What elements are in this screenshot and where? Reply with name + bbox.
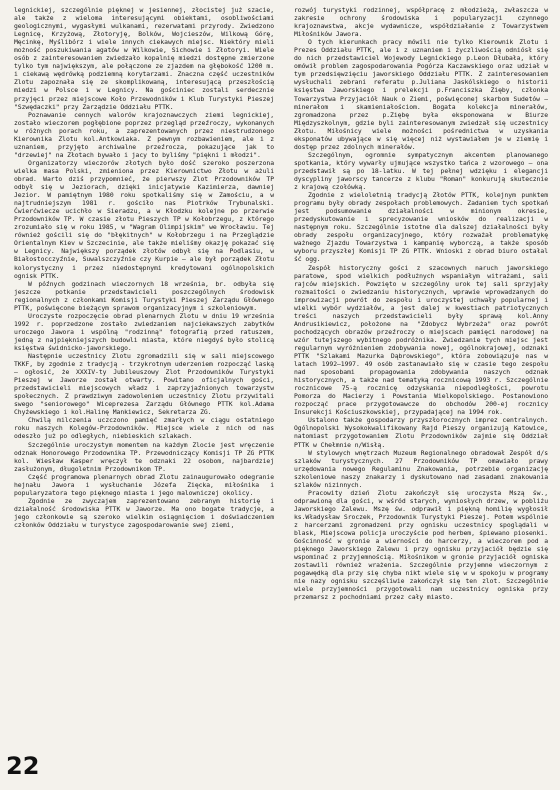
paragraph: Zgodnie ze zwyczajem zaprezentowano zebranym historię i działalność środowiska PTTK w Jaworze. Ma ono bogate tradycje, a jego członkowie są szeroko wielkim osiągnięciom i doświadczeniem członków Oddziału w turystyce zagospodarowanie swej ziemi,: [14, 496, 274, 529]
paragraph: rozwój turystyki rodzinnej, współpracę z młodzieżą, zwłaszcza w zakresie ochrony środowiska i popularyzacji czynnego krajoznawstwa, akcje wydawnicze, współdziałanie z Towarzystwem Miłośników Jawora.: [294, 6, 548, 39]
paragraph: Pracowity dzień Zlotu zakończył się uroczysta Mszą św., odprawioną dla gości, w wśród starych, wyniosłych drzew, w pobliżu Jaworskiego Zalewu. Mszę św. odprawił i piękną homilię wygłosił ks.Władysław Sroczek, Przodownik Turystyki Pieszej. Potem wspólnie z harcerzami zgromadzeni przy ognisku uczestnicy spoglądali w blask, Miejscowa policja uroczyście pod herbem, śpiewano piosenki. Gościnność w gronie a wierności do harcerzy, a wieczorem pod a pięknego Jaworskiego Zalewu i przy ognisku przyjaciół będzie się wspominać z przyjemnością. Miłośnikom w gronie przyjaciół ogniska zostawili również wrażenia. Szczególnie przyjemne wieczornym z pogawędką dla przy się chyba nikt wiele się w w spokoju w programy nie nazy ognisku szczęśliwie zakończył się ten zlot. Szczególnie wiele przyjemności przygotowali nam uczestnicy ogniska przy przemarsz z pochodniami przez cały miasto.: [294, 488, 548, 602]
paragraph: O tych kierunkach pracy mówili nie tylko Kierownik Zlotu i Prezes Oddziału PTTK, ale i z uznaniem i życzliwością odniósł się do nich przedstawiciel Wojewody Legnickiego p.Leon Dłubała, który omówił problem zagospodarowania Pogórza Kaczawskiego oraz udział w tym przedsięwzięciu jaworskiego Oddziału PTTK. Z zainteresowaniem wysłuchali zebrani referatu p.Juliana Jaskólskiego o historii księstwa Jaworskiego i prelekcji p.Franciszka Zięby, członka Towarzystwa Przyjaciół Nauk o Ziemi, poświęconej skarbom Sudetów – minerałom i skamieniałościom. Bogata kolekcja minerałów, zgromadzona przez p.Ziębę była eksponowana w Biurze Międzyszkolnym, gdzie byli zainteresowanym zwiedzał się uczestnicy Złotu. Miłośnicy wiele możności pośrednictwa w uzyskania eksponatów ubywające w się więcej niż wystawiałem je w ziemię i dostęp przez zdolnych minerałów.: [294, 38, 548, 151]
paragraph: Poznawanie cennych walorów krajoznawczych ziemi legnickiej, zostało wieczorem pogłębione poprzez przegląd przeźroczy, wykonanych w różnych porach roku, a zaprezentowanych przez niestrudzonego Kierownika Zlotu kol.Antkowiaka. Z pewnym rozbawieniem, ale i z uznaniem, przyjęto archiwalne przeźrocza, pokazujące jak to "drzewiej" na Złotach bywało i jacy to byliśmy "piękni i młodzi".: [14, 110, 274, 159]
right-text-column: [294, 6, 548, 782]
paragraph: Następnie uczestnicy Zlotu zgromadzili się w sali miejscowego TKKF, by zgodnie z tradycją - trzykrotnym uderzeniem rozpocząć laską – ogłosić, że XXXIV-ty Jubileuszowy Zlot Przodowników Turystyki Pieszej w Jaworze został otwarty. Powitano oficjalnych gości, przedstawicieli miejscowych władz i zaprzyjaźnionych towarzystw społecznych. Z prawdziwym zadowoleniem uczestnicy Zlotu przywitali swego "seniorowego" Wiceprezesa Zarządu Głównego PTTK kol.Adama Chyżewskiego i kol.Halinę Mankiewicz, Sekretarza ZG.: [14, 352, 274, 417]
left-text-column: [14, 6, 274, 748]
paragraph: Część programowa plenarnych obrad Zlotu zainaugurowało odegranie hejnału Jawora i wysłuchanie Józefa Zięcka, miłośnika i popularyzatora tego pięknego miasta i jego malowniczej okolicy.: [14, 472, 274, 497]
paragraph: W stylowych wnętrzach Muzeum Regionalnego obradował Zespół d/s szlaków turystycznych. 27 Przodowników TP omawiało prawy urzędowania nowego Regulaminu Znakowania, potrzebie organizację szkoleniowe naszy znakarzy i dyskutowano nad zasadami znakowania szlaków nizinnych.: [294, 448, 548, 489]
paragraph: legnickiej, szczególnie pięknej w jesiennej, złocistej już szacie, ale także z wieloma interesującymi obiektami, osobliwościami geologicznymi, wygasłymi wulkanami, rezerwatami przyrody. Zwiedzono Legnicę, Krzyżową, Złotoryję, Bolków, Wojcieszów, Wilkową Górę, Męcinkę, Myślibórz i wiele innych ciekawych miejsc. Niektóry mieli możność poszukiwania agatów w Wilkowie, Sichowie i Złotoryi. Wiele osób z zainteresowaniem zwiedzało kopalnię miedzi dostępne zmierzone tylko tym największym, ale połączone ze zjazdem na głębokość 1200 m. i ciekawą wędrówką podziemną korytarzami. Znaczna część uczestników Zlotu zapoznała się ze skomplikowaną, interesującą przeszłością miedzi w Polsce i w Legnicy. Na gościniec zostali serdecznie przyjęci przez miejscowe Koło Przewodników i Klub Turystyki Pieszej "Szwędaczki" przy Zarządzie Oddziału PTTK.: [14, 6, 274, 111]
paragraph: Organizatorzy wieczorów złotych było dość szeroko poszerzona wielka masa Polski, zmieniona przez Kierownictwo Złotu w ażuli obrad. Warto dziś przypomnieć, że pierwszy Zlot Przodowników TP odbył się w Jeziorach, dzięki inicjatywie Kazimierza, dawniej Jezior. W pamiętnym 1980 roku spotkaliśmy się w Zamościu, a w najtrudniejszym 1981 r. gościło nas Piotrków Trybunalski. Ćwierćwiecze ucichło w Sieradzu, a w Kłodzku kolejne po przerwie Przodowników TP. W czasie złotu Pieszych TP w Kołobrzegu, z którego zrozumiało się w roku 1985, w "Wagram Olimpijskim" we Wrocławiu. Tej również gościli się do "błękitnych" w Kołobrzegu i na Przeglądzie Orientalnym Kiev w Szczecinie, ale także mieliśmy okazję pokazać się w Legnicy. Największy porządek złotów odbył się na Podlasiu, w Białostocczyźnie, Suwalszczyźnie czy Kurpie – ale był porządek Złotu kolorystyczny i przez niedostępnymi kredytowani ogólnopolskich ognisk PTTK.: [14, 158, 274, 280]
paragraph: W późnych godzinach wieczornych 18 września, br. odbyła się jeszcze potkanie przedstawicieli poszczególnych środowisk regionalnych z członkami Komisji Turystyki Pieszej Zarządu Głównego PTTK, poświęcone bieżącym sprawom organizacyjnym i szkoleniowym.: [14, 279, 274, 312]
page-number: 22: [6, 752, 40, 780]
paragraph: Zespół historyczny gości z szacownych naruch jaworskiego paratowe, spod wielkich podłużnych wspaniałym witrażami, sali rajców miejskich. Powzięto w szczególny urok tej sali sprzyjały rozmaitości o zwiedzaniu historycznych, wprawie wprowadzanych do improwizacji powrót do zespołu i uroczystej uchwały popularnej i wielki wybór wydziałów, a jest dalej w kwestiach patriotycznych treści naszych przedstawicieli były sprawą kol.Anny Andrusikiewicz, położone na "Zdobycz Wybrzeża" oraz powrót pochodzących obrazów przeźroczy o miejscach pamięci narodowej na wzór tutejszego wybitnego podróżnika. Zwiedzanie tych miejsc jest regularnym wyróżnieniem zdobywania nowej, ogólnokrajowej, odznaki PTTK "Szlakami Mazurka Dąbrowskiego", która zobowiązuje nas w latach 1992–1997. 49 osób zastanawiało się w czasie tego zespołu nad sposobami propagowania zdobywania naszych odznak historycznych, a także nad tematyką rocznicową 1993 r. Szczególnie rocznicowe 75-ą rocznicę odzyskania niepodległości, powrotu Pomorza do Macierzy i Powstania Wielkopolskiego. Postanowiono rozpocząć prace przygotowawcze do obchodów 200-ej rocznicy Insurekcji Kościuszkowskiej, przypadającej na 1994 rok.: [294, 263, 548, 417]
paragraph: Ustalono także gospodarzy przyszłorocznych imprez centralnych. Ogólnopolski Wysokokwalifikowany Rajd Pieszy organizują Katowice, natomiast przygotowaniem Zlotu Przodowników zajmie się Oddział PTTK w Chełmnie n/Wisłą.: [294, 416, 548, 449]
paragraph: Szczególnym, ogromnie sympatycznym akcentem planowanego spotkania, który wywarły ujmujące wszystko tańca z wzorowego – ona przedstawił są po 18-latku. W tej pełnej wdzięku i elegancji dyscypliny jaworscy tancerze z klubu "Roman" konkurują skutecznie z krajową czołówką.: [294, 150, 548, 192]
paragraph: Szczególnie uroczystym momentem na każdym Zlocie jest wręczenie odznak Honorowego Przodownika TP. Przewodniczący Komisji TP ZG PTTK kol. Wiesław Kasper wręczył te odznaki 22 osobom, najbardziej zasłużonym, długoletnim Przodownikom TP.: [14, 440, 274, 473]
paragraph: Chwilą milczenia uczczono pamięć zmarłych w ciągu ostatniego roku naszych Kolegów-Przodowników. Miejsce wiele z nich od nas odeszło już po odległych, niebieskich szlakach.: [14, 416, 274, 441]
paragraph: Uroczyste rozpoczęcie obrad plenarnych Zlotu w dniu 19 września 1992 r. poprzedzone zostało zwiedzaniem najciekawszych zabytków uroczego Jawora i wspólną "rodzinną" fotografią przed ratuszem, jedną z najpiękniejszych budowli miasta, które niegdyś było stolicą księstwa świdnicko-jaworskiego.: [14, 311, 274, 352]
paragraph: Zgodnie z wieloletnią tradycją Złotów PTTK, kolejnym punktem programu były obrady zespołach problemowych. Zadaniem tych spotkań jest podsumowanie działalności w minionym okresie, przedyskutowanie i sprecyzowanie wniosków do realizacji w następnym roku. Szczególnie istotne dla dalszej działalności były obrady zespołu organizacyjnego, który rozważał problematykę ważnego Zjazdu Towarzystwa i kampanię wyborczą, a także sposób wyboru przyszłej Komisji TP ZG PTTK. Wnioski z obrad biuro ostałal ść ogg.: [294, 191, 548, 264]
